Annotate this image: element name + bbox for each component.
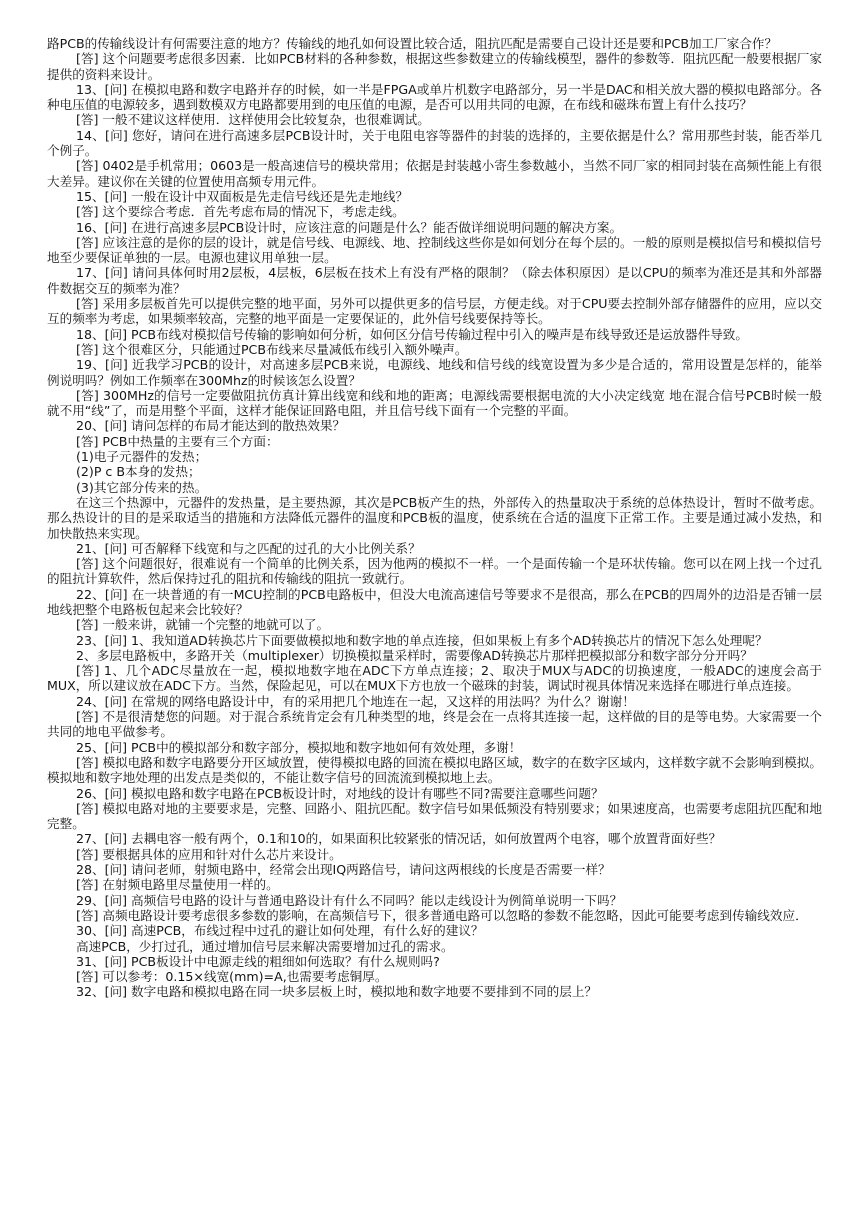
question-29: 29、[问] 高频信号电路的设计与普通电路设计有什么不同吗？能以走线设计为例简单说明一下吗？	[76, 892, 623, 908]
question-22: 22、[问] 在一块普通的有一MCU控制的PCB电路板中，但没大电流高速信号等要求不是很高，那么在PCB的四周外的边沿是否铺一层地线把整个电路板包起来会比较好？	[47, 586, 822, 617]
answer-19: [答] 300MHz的信号一定要做阻抗仿真计算出线宽和线和地的距离；电源线需要根据电流的大小决定线宽 地在混合信号PCB时候一般就不用“线”了，而是用整个平面，这样才能保证回路电阻，并且信号线下面有一个完整的平面。	[47, 387, 822, 419]
answer-14: [答] 0402是手机常用；0603是一般高速信号的模块常用；依据是封装越小寄生参数越小，当然不同厂家的相同封装在高频性能上有很大差异。建议你在关键的位置使用高频专用元件。	[47, 158, 822, 189]
question-18: 18、[问] PCB布线对模拟信号传输的影响如何分析，如何区分信号传输过程中引入的噪声是布线导致还是运放器件导致。	[76, 326, 748, 342]
answer-18: [答] 这个很难区分，只能通过PCB布线来尽量减低布线引入额外噪声。	[76, 341, 468, 357]
answer-12: [答] 这个问题要考虑很多因素．比如PCB材料的各种参数，根据这些参数建立的传输线模型，器件的参数等．阻抗匹配一般要根据厂家提供的资料来设计。	[47, 51, 822, 82]
answer-31: [答] 可以参考：0.15×线宽(mm)=A,也需要考虑铜厚。	[76, 969, 388, 985]
question-31: 31、[问] PCB板设计中电源走线的粗细如何选取？有什么规则吗?	[76, 953, 440, 969]
question-20: 20、[问] 请问怎样的布局才能达到的散热效果？	[76, 418, 346, 434]
answer-20: [答] PCB中热量的主要有三个方面：	[76, 433, 279, 449]
question-19: 19、[问] 近我学习PCB的设计，对高速多层PCB来说，电源线、地线和信号线的线宽设置为多少是合适的，常用设置是怎样的，能举例说明吗？例如工作频率在300Mhz的时候该怎么设置？	[47, 357, 822, 388]
question-26: 26、[问] 模拟电路和数字电路在PCB板设计时，对地线的设计有哪些不同?需要注意哪些问题？	[76, 785, 604, 801]
answer-28: [答] 在射频电路里尽量使用一样的。	[76, 877, 279, 893]
answer-25: [答] 模拟电路和数字电路要分开区域放置，使得模拟电路的回流在模拟电路区域，数字的在数字区域内，这样数字就不会影响到模拟。模拟地和数字地处理的出发点是类似的，不能让数字信号的回流流到模拟地上去。	[47, 754, 822, 786]
question-13: 13、[问] 在模拟电路和数字电路并存的时候，如一半是FPGA或单片机数字电路部分，另一半是DAC和相关放大器的模拟电路部分。各种电压值的电源较多，遇到数模双方电路都要用到的电压值的电源，是否可以用共同的电源，在布线和磁珠布置上有什么技巧？	[47, 81, 822, 113]
paragraph-continuation: 路PCB的传输线设计有何需要注意的地方？传输线的地孔如何设置比较合适，阻抗匹配是需要自己设计还是要和PCB加工厂家合作？	[47, 36, 778, 51]
question-27: 27、[问] 去耦电容一般有两个，0.1和10的，如果面积比较紧张的情况话，如何放置两个电容，哪个放置背面好些？	[76, 831, 722, 847]
answer-27: [答] 要根据具体的应用和针对什么芯片来设计。	[76, 846, 342, 862]
question-25: 25、[问] PCB中的模拟部分和数字部分，模拟地和数字地如何有效处理，多谢！	[76, 739, 522, 755]
question-32: 32、[问] 数字电路和模拟电路在同一块多层板上时，模拟地和数字地要不要排到不同的层上？	[76, 984, 598, 1000]
answer-21: [答] 这个问题很好，很难说有一个简单的比例关系，因为他两的模拟不一样。一个是面传输一个是环状传输。您可以在网上找一个过孔的阻抗计算软件，然后保持过孔的阻抗和传输线的阻抗一致就行。	[47, 556, 822, 587]
list-item: (2)P c B本身的发热；	[76, 464, 201, 480]
answer-20-detail: 在这三个热源中，元器件的发热量，是主要热源，其次是PCB板产生的热，外部传入的热量取决于系统的总体热设计，暂时不做考虑。那么热设计的目的是采取适当的措施和方法降低元器件的温度和PCB板的温度，使系统在合适的温度下正常工作。主要是通过减小发热，和加快散热来实现。	[47, 494, 822, 541]
answer-30: 高速PCB，少打过孔，通过增加信号层来解决需要增加过孔的需求。	[76, 938, 454, 954]
answer-29: [答] 高频电路设计要考虑很多参数的影响，在高频信号下，很多普通电路可以忽略的参数不能忽略，因此可能要考虑到传输线效应．	[76, 907, 808, 923]
answer-26: [答] 模拟电路对地的主要要求是，完整、回路小、阻抗匹配。数字信号如果低频没有特别要求；如果速度高，也需要考虑阻抗匹配和地完整。	[47, 800, 822, 832]
answer-15: [答] 这个要综合考虑．首先考虑布局的情况下，考虑走线。	[76, 204, 405, 220]
question-23-part-2: 2、多层电路板中，多路开关（multiplexer）切换模拟量采样时，需要像AD转换芯片那样把模拟部分和数字部分分开吗？	[76, 647, 753, 663]
answer-22: [答] 一般来讲，就铺一个完整的地就可以了。	[76, 617, 330, 633]
answer-17: [答] 采用多层板首先可以提供完整的地平面，另外可以提供更多的信号层，方便走线。对于CPU要去控制外部存储器件的应用，应以交互的频率为考虑，如果频率较高，完整的地平面是一定要保证的，此外信号线要保持等长。	[47, 296, 822, 327]
question-17: 17、[问] 请问具体何时用2层板，4层板，6层板在技术上有没有严格的限制？（除去体积原因）是以CPU的频率为准还是其和外部器件数据交互的频率为准？	[47, 265, 822, 296]
list-item: (1)电子元器件的发热；	[76, 449, 208, 465]
question-23: 23、[问] 1、我知道AD转换芯片下面要做模拟地和数字地的单点连接，但如果板上有多个AD转换芯片的情况下怎么处理呢？	[76, 632, 768, 648]
answer-13: [答] 一般不建议这样使用．这样使用会比较复杂，也很难调试。	[76, 112, 430, 128]
question-30: 30、[问] 高速PCB，布线过程中过孔的避让如何处理，有什么好的建议？	[76, 923, 484, 939]
answer-23: [答] 1、几个ADC尽量放在一起，模拟地数字地在ADC下方单点连接；2、取决于MUX与ADC的切换速度，一般ADC的速度会高于MUX，所以建议放在ADC下方。当然，保险起见，可以在MUX下方也放一个磁珠的封装，调试时视具体情况来选择在哪进行单点连接。	[47, 663, 822, 694]
question-14: 14、[问] 您好，请问在进行高速多层PCB设计时，关于电阻电容等器件的封装的选择的，主要依据是什么？常用那些封装，能否举几个例子。	[47, 127, 822, 159]
answer-24: [答] 不是很清楚您的问题。对于混合系统肯定会有几种类型的地，终是会在一点将其连接一起，这样做的目的是等电势。大家需要一个共同的地电平做参考。	[47, 709, 822, 740]
answer-16: [答] 应该注意的是你的层的设计，就是信号线、电源线、地、控制线这些你是如何划分在每个层的。一般的原则是模拟信号和模拟信号地至少要保证单独的一层。电源也建议用单独一层。	[47, 234, 822, 266]
list-item: (3)其它部分传来的热。	[76, 479, 208, 495]
question-28: 28、[问] 请问老师，射频电路中，经常会出现IQ两路信号，请问这两根线的长度是否需要一样？	[76, 862, 611, 878]
question-16: 16、[问] 在进行高速多层PCB设计时，应该注意的问题是什么？能否做详细说明问题的解决方案。	[76, 219, 623, 235]
question-15: 15、[问] 一般在设计中双面板是先走信号线还是先走地线？	[76, 188, 409, 204]
question-24: 24、[问] 在常规的网络电路设计中，有的采用把几个地连在一起，又这样的用法吗？为什么？谢谢！	[76, 693, 635, 709]
question-21: 21、[问] 可否解释下线宽和与之匹配的过孔的大小比例关系？	[76, 540, 421, 556]
